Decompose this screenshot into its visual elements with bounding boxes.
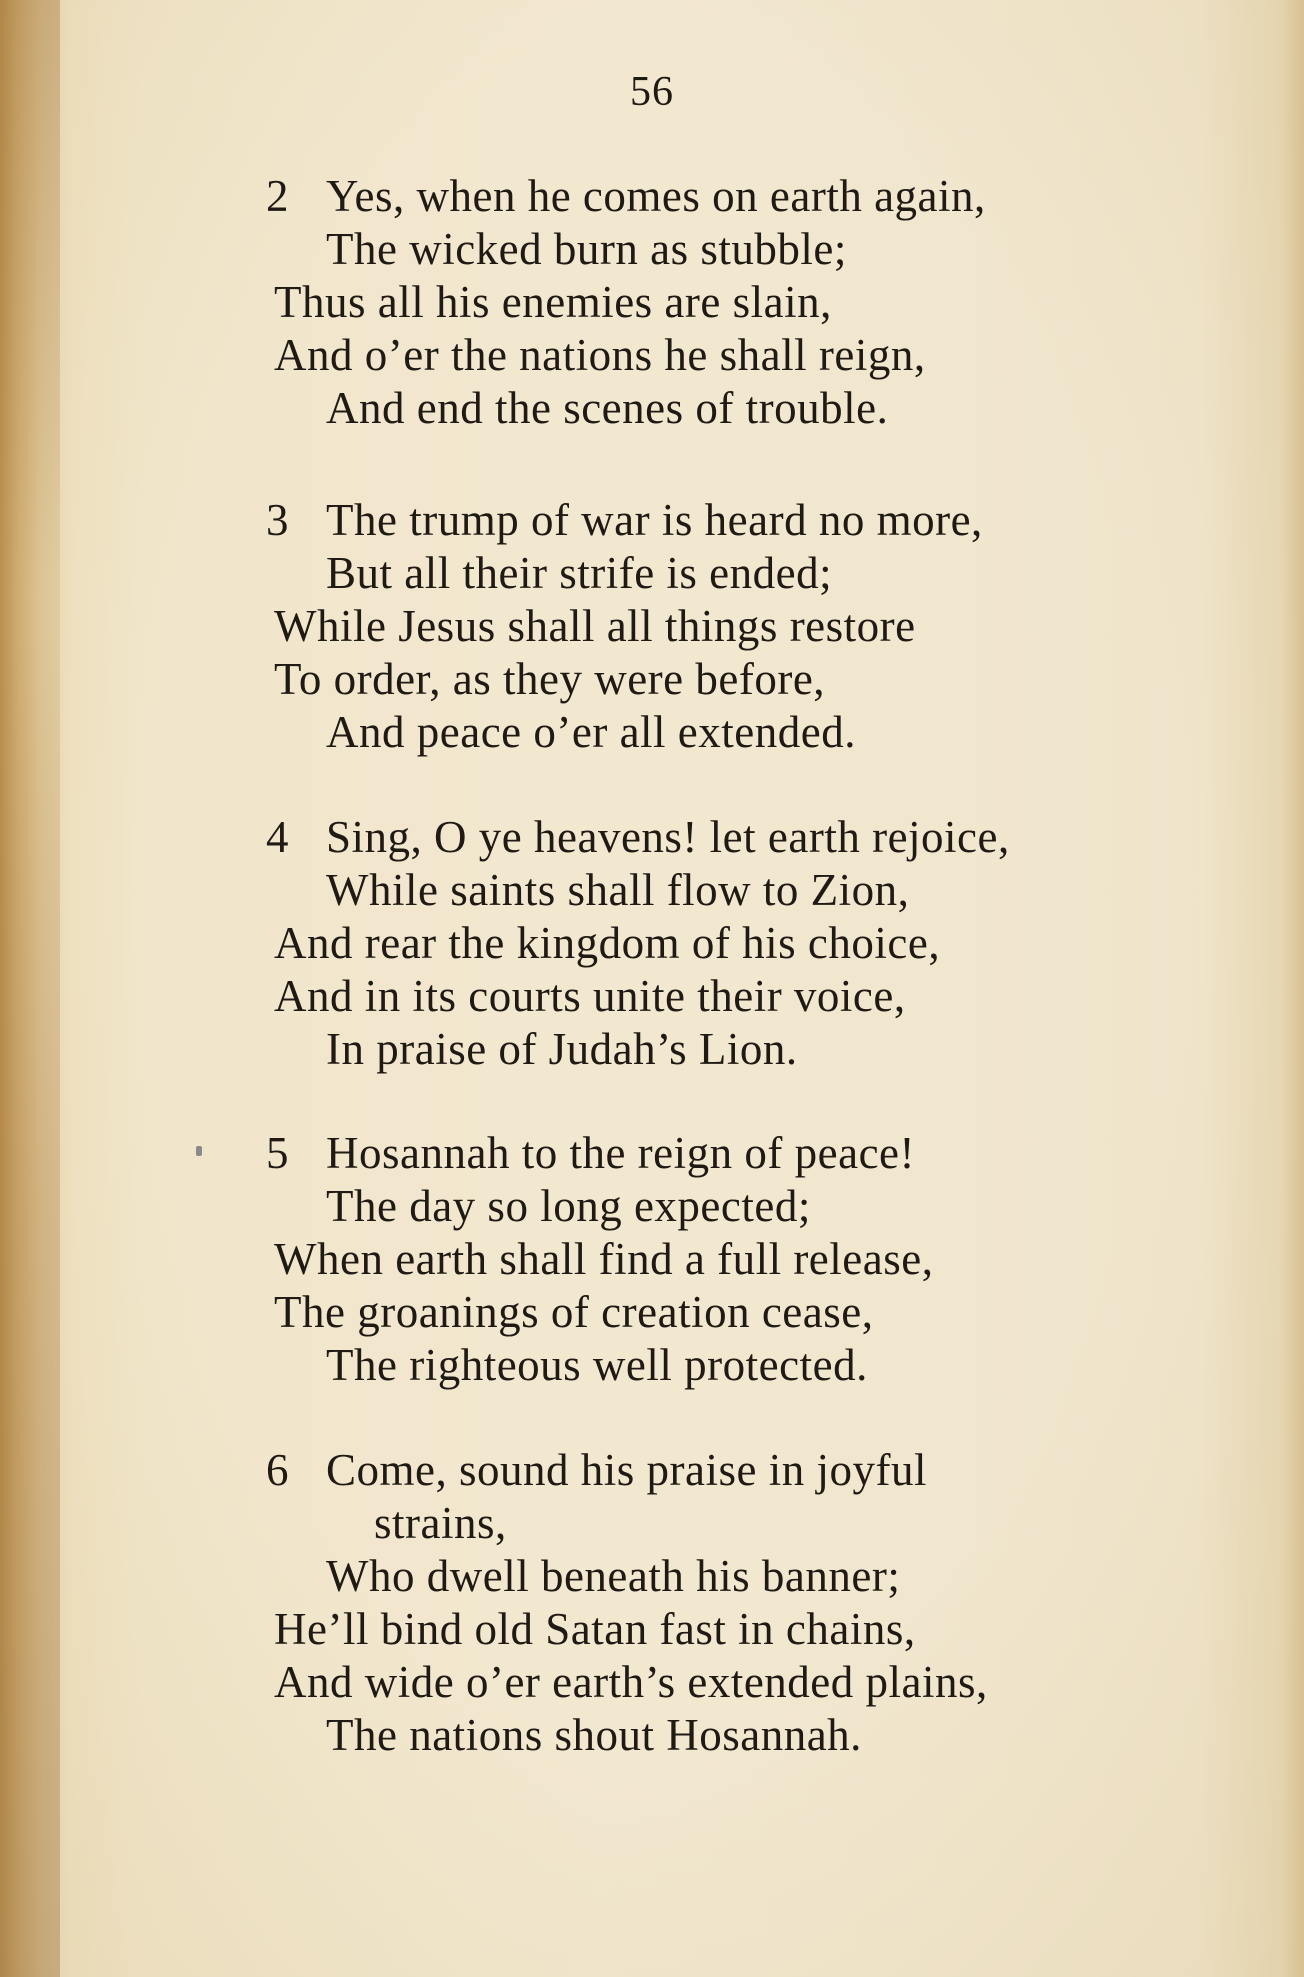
stanza-5 [268,1127,1228,1392]
stanza-line: The nations shout Hosannah. [326,1710,862,1760]
stanza-line: And end the scenes of trouble. [326,383,889,433]
stanza-line-continuation: strains, [374,1498,507,1548]
stanza-line: The day so long expected; [326,1181,811,1231]
stanza-line-text: Yes, when he comes on earth again, [326,171,986,221]
stanza-line: And peace o’er all extended. [326,707,856,757]
page-edge-stain [0,0,60,1977]
stanza-line [268,1127,1228,1180]
stanza-3 [268,494,1228,759]
stanza-line: He’ll bind old Satan fast in chains, [274,1604,916,1654]
stanza-line: When earth shall find a full release, [274,1234,934,1284]
stanza-line-text: Come, sound his praise in joyful [326,1445,927,1495]
stanza-line [268,811,1228,864]
stanza-number: 3 [266,495,289,545]
stanza-line: And wide o’er earth’s extended plains, [274,1657,988,1707]
stanza-4 [268,811,1228,1076]
stanza-line: In praise of Judah’s Lion. [326,1024,798,1074]
stanza-line: The righteous well protected. [326,1340,868,1390]
stanza-number: 2 [266,171,289,221]
stanza-line: Who dwell beneath his banner; [326,1551,901,1601]
stanza-line: The wicked burn as stubble; [326,224,847,274]
stanza-line: And rear the kingdom of his choice, [274,918,941,968]
stanza-line-text: Sing, O ye heavens! let earth rejoice, [326,812,1010,862]
stanza-number: 5 [266,1128,289,1178]
ink-speck [196,1146,202,1156]
stanza-line [268,1444,1228,1497]
stanza-line: And o’er the nations he shall reign, [274,330,926,380]
stanza-line [268,494,1228,547]
stanza-line-text: The trump of war is heard no more, [326,495,983,545]
stanza-line: But all their strife is ended; [326,548,833,598]
stanza-line: While saints shall flow to Zion, [326,865,910,915]
stanza-6 [268,1444,1228,1762]
stanza-number: 4 [266,812,289,862]
stanza-line: To order, as they were before, [274,654,826,704]
stanza-line: Thus all his enemies are slain, [274,277,832,327]
stanza-line [268,170,1228,223]
stanza-2 [268,170,1228,435]
stanza-line: The groanings of creation cease, [274,1287,874,1337]
page-number: 56 [630,69,674,115]
stanza-line: While Jesus shall all things restore [274,601,916,651]
stanza-number: 6 [266,1445,289,1495]
stanza-line-text: Hosannah to the reign of peace! [326,1128,916,1178]
stanza-line: And in its courts unite their voice, [274,971,906,1021]
